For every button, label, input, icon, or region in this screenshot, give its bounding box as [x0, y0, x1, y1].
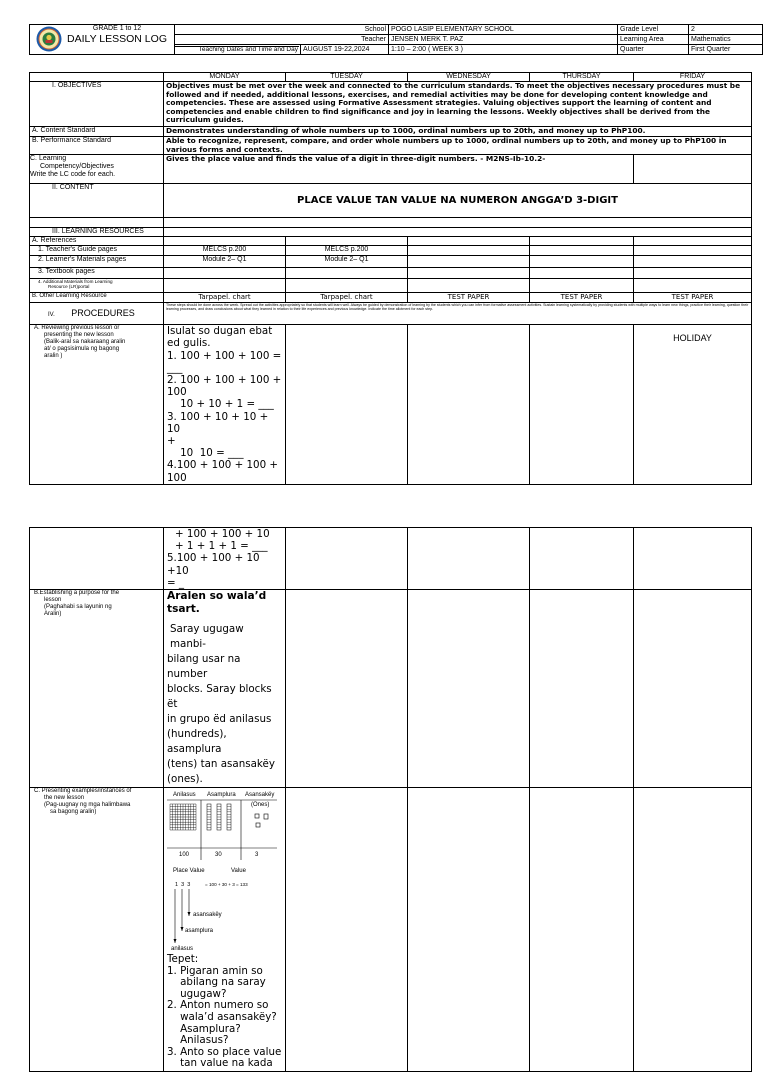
school-label: School [175, 25, 389, 35]
grade-level-label: Grade Level [618, 25, 689, 35]
proc-c-label-4: sa bagong aralin) [50, 809, 97, 816]
quarter-value: First Quarter [689, 45, 763, 55]
teacher-label: Teacher [175, 35, 389, 45]
other-thursday: TEST PAPER [530, 293, 634, 303]
question-line: tan value na kada [167, 1057, 273, 1070]
procedures-text: These steps should be done across the week. Spread out the activities appropriately so that students will learn well. Always be guided by demonstration of learning by the students which you can infer from formative assessment activities. Sustain learning systematically by providing students with multiple ways to learn new things, practice their learning, question their learning processes, and draw conclusions about what they learned in relation to their life experiences and previous knowledge. Indicate the time allotment for each step. [164, 303, 752, 325]
fig-value-30: 30 [215, 852, 222, 859]
tens-blocks [207, 804, 231, 830]
fig-value-3: 3 [255, 852, 259, 859]
other-monday: Tarpapel. chart [164, 293, 286, 303]
resources-label: III. LEARNING RESOURCES [30, 228, 164, 237]
hundreds-block [170, 804, 196, 830]
other-wednesday: TEST PAPER [408, 293, 530, 303]
proc-a-line: 4.100 + 100 + 100 + [167, 459, 279, 472]
proc-a-cont-line: + 100 + 100 + 10 [175, 528, 270, 540]
quarter-label: Quarter [618, 45, 689, 55]
tg-label: 1. Teacher's Guide pages [30, 246, 164, 256]
fig-hundreds-header: Anilasus [173, 792, 196, 799]
ones-cube [255, 814, 259, 818]
question-line: wala’d asansakëy? [167, 1010, 277, 1023]
dates-value: AUGUST 19-22,2024 [301, 45, 389, 55]
performance-standard-label: B. Performance Standard [30, 137, 164, 155]
proc-b-label-3: (Paghahabi sa layunin ng [44, 604, 112, 611]
content-label: II. CONTENT [30, 184, 164, 218]
question-line: Anilasus? [167, 1034, 229, 1047]
proc-a-line: 3. 100 + 10 + 10 + 10 [167, 410, 269, 435]
additional-materials-label-2: Resource (LR)portal [48, 284, 90, 290]
proc-b-title-1: Aralen so wala’d [167, 590, 267, 603]
proc-a-line: 100 [167, 386, 187, 399]
lc-label-3: Write the LC code for each. [30, 171, 116, 179]
lesson-log-table [29, 72, 752, 485]
proc-b-line: (ones). [167, 773, 203, 786]
tepet-label: Tepet: [167, 953, 199, 966]
log-title: DAILY LESSON LOG [67, 33, 167, 45]
proc-a-label-2: presenting the new lesson [44, 332, 114, 339]
tg-tuesday: MELCS p.200 [286, 246, 408, 256]
fig-digits: 1 3 3 [175, 882, 191, 889]
lc-label-1: C. Learning [30, 155, 67, 163]
proc-a-label-1: A. Reviewing previous lesson or [34, 325, 120, 332]
header-underline [174, 46, 299, 47]
day-wednesday: WEDNESDAY [408, 73, 530, 82]
day-friday: FRIDAY [634, 73, 752, 82]
lesson-log-table-continued [29, 527, 752, 1072]
lm-tuesday: Module 2– Q1 [286, 256, 408, 268]
lm-label: 2. Learner's Materials pages [30, 256, 164, 268]
fig-label-ones: asansakëy [193, 912, 222, 919]
proc-b-label-1: B.Establishing a purpose for the [34, 590, 120, 597]
other-tuesday: Tarpapel. chart [286, 293, 408, 303]
question-line: ugugaw? [167, 987, 227, 1000]
fig-ones-english: (Ones) [251, 802, 270, 809]
procedures-label: PROCEDURES [71, 308, 135, 319]
learning-area-label: Learning Area [618, 35, 689, 45]
references-label: A. References [30, 237, 164, 246]
proc-b-line: (tens) tan asansakëy [167, 758, 275, 771]
fig-value-label: Value [231, 868, 246, 875]
tg-monday: MELCS p.200 [164, 246, 286, 256]
proc-b-title-2: tsart. [167, 603, 200, 616]
objectives-text: Objectives must be met over the week and connected to the curriculum standards. To meet the objectives necessary procedures must be followed and if needed, additional lessons, exercises, and remedial activities may be done for developing content knowledge and competencies. These are assessed using Formative Assessment strategies. Valuing objectives support the learning of content and competencies and enable children to find significance and joy in learning the lessons. Weekly objectives shall be derived from the curriculum guides. [164, 82, 752, 127]
question-line: 2. Anton numero so [167, 999, 269, 1012]
proc-a-line: + [167, 435, 176, 448]
fig-label-hundreds: anilasus [171, 946, 194, 953]
proc-a-line: 2. 100 + 100 + 100 + [167, 374, 282, 386]
additional-materials-label-1: 4. Additional Materials from Learning [38, 279, 113, 285]
proc-b-label-2: lesson [44, 597, 62, 604]
proc-a-label-4: at/ o pagsisimula ng bagong [44, 346, 120, 353]
fig-equation: = 100 + 30 + 3 = 133 [205, 882, 248, 888]
other-friday: TEST PAPER [634, 293, 752, 303]
proc-b-line: Saray ugugaw manbi- [170, 623, 244, 651]
day-monday: MONDAY [164, 73, 286, 82]
proc-b-line: blocks. Saray blocks ët [167, 683, 272, 711]
fig-place-value-label: Place Value [173, 868, 205, 875]
performance-standard-text: Able to recognize, represent, compare, and order whole numbers up to 1000, ordinal numbers up to 20th, and money up to PhP100 in various forms and contexts. [164, 137, 752, 155]
proc-b-line: (hundreds), asamplura [167, 728, 227, 756]
proc-a-line: 1. 100 + 100 + 100 = [167, 349, 282, 362]
header-table [29, 24, 763, 55]
proc-b-line: in grupo ëd anilasus [167, 713, 272, 726]
proc-a-line: 10 10 = ___ [167, 447, 244, 460]
proc-b-line: bilang usar na number [167, 653, 241, 681]
school-value: POGO LASIP ELEMENTARY SCHOOL [389, 25, 618, 35]
question-line: 3. Anto so place value [167, 1045, 282, 1058]
dates-label: Teaching Dates and Time and Day [175, 45, 301, 55]
procedures-number: IV. [48, 312, 55, 319]
grade-range: GRADE 1 to 12 [92, 25, 142, 32]
proc-b-label-4: Aralin) [44, 611, 62, 618]
textbook-label: 3. Textbook pages [30, 268, 164, 279]
proc-c-label-2: the new lesson [44, 795, 85, 802]
fig-tens-header: Asamplura [207, 792, 236, 799]
proc-a-cont-line: = _ [167, 576, 185, 589]
time-value: 1:10 – 2:00 ( WEEK 3 ) [389, 45, 618, 55]
day-tuesday: TUESDAY [286, 73, 408, 82]
question-line: Asamplura? [167, 1022, 241, 1035]
question-line: 1. Pigaran amin so [167, 964, 263, 977]
proc-c-label-1: C. Presenting examples/instances of [34, 788, 132, 795]
proc-a-label-3: (Balik-aral sa nakaraang aralin [44, 339, 126, 346]
proc-a-line: Isulat so dugan ebat [167, 325, 273, 338]
fig-label-tens: asamplura [185, 928, 214, 935]
content-standard-label: A. Content Standard [30, 127, 164, 137]
content-standard-text: Demonstrates understanding of whole numbers up to 1000, ordinal numbers up to 20th, and money up to PhP100. [164, 127, 752, 137]
content-title: PLACE VALUE TAN VALUE NA NUMERON ANGGA’D 3-DIGIT [164, 184, 752, 218]
proc-a-line: 10 + 10 + 1 = ___ [167, 398, 274, 411]
day-thursday: THURSDAY [530, 73, 634, 82]
proc-a-cont-line: + 1 + 1 + 1 = ___ [175, 540, 268, 553]
proc-c-label-3: (Pag-uugnay ng mga halimbawa [44, 802, 131, 809]
lm-monday: Module 2– Q1 [164, 256, 286, 268]
fig-ones-header: Asansakëy [245, 792, 275, 799]
proc-a-line: ed gulis. [167, 337, 211, 350]
teacher-value: JENSEN MERK T. PAZ [389, 35, 618, 45]
ones-cube [256, 823, 260, 827]
lc-label-2: Competency/Objectives [40, 163, 114, 171]
holiday-label: HOLIDAY [634, 325, 752, 485]
question-line: abilang na saray [167, 976, 266, 989]
proc-a-line: 100 [167, 471, 187, 484]
other-resource-label: B. Other Learning Resource [30, 293, 164, 303]
ones-cube [264, 814, 268, 819]
fig-value-100: 100 [179, 852, 190, 859]
grade-level-value: 2 [689, 25, 763, 35]
lc-text: Gives the place value and finds the value of a digit in three-digit numbers. - M2NS-Ib-10.2- [164, 155, 634, 184]
learning-area-value: Mathematics [689, 35, 763, 45]
proc-a-line: ___ [167, 361, 183, 374]
proc-a-cont-line: 5.100 + 100 + 10 +10 [167, 552, 260, 577]
objectives-label: I. OBJECTIVES [30, 82, 164, 127]
place-value-figure [167, 788, 281, 954]
proc-a-label-5: aralin ) [44, 353, 63, 360]
